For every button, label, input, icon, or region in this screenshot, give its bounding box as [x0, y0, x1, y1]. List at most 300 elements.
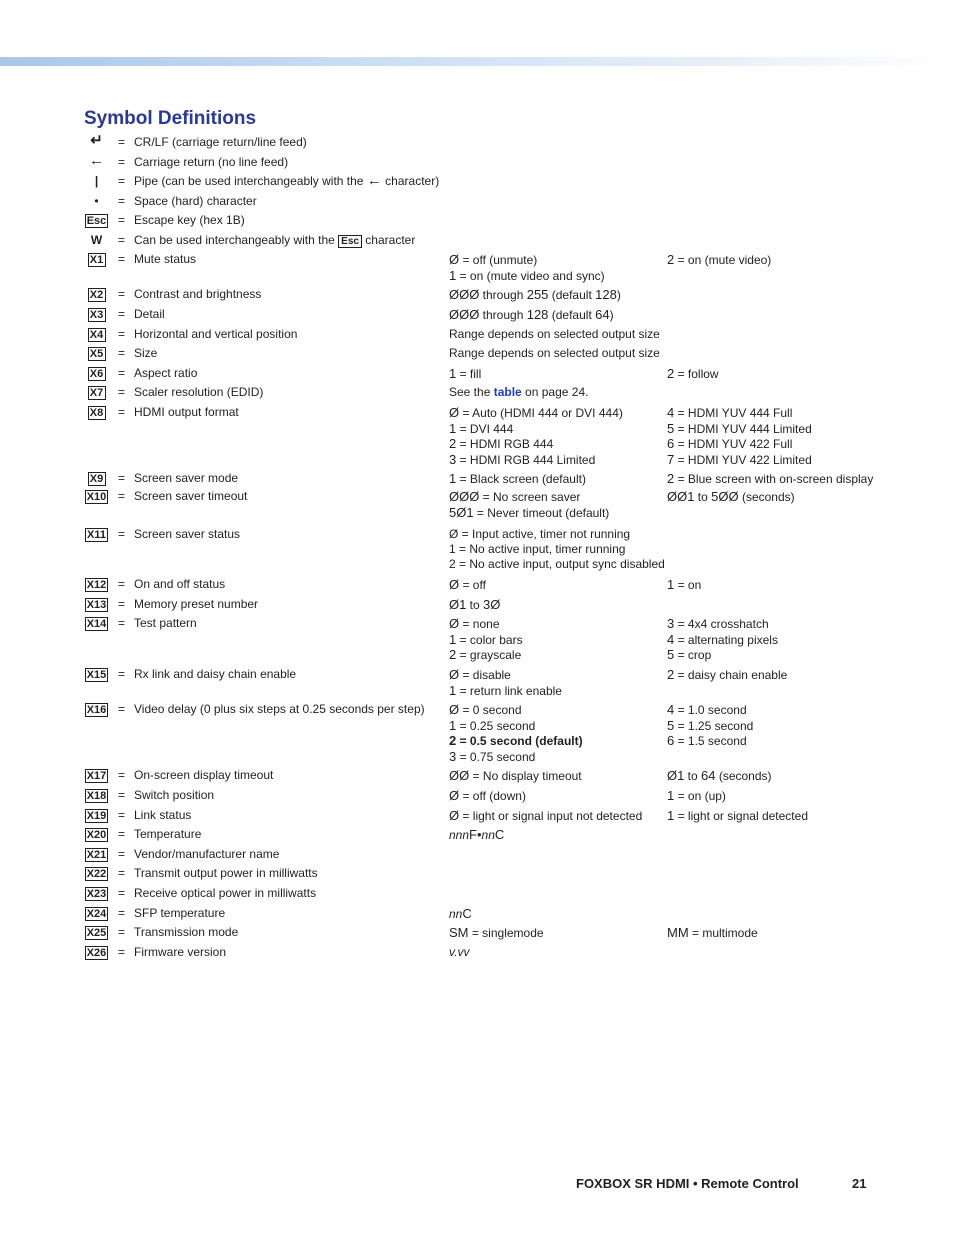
variable-description: Transmit output power in milliwatts	[134, 866, 318, 880]
text-fragment: = disable	[459, 668, 511, 682]
values-col-2	[667, 667, 787, 682]
text-fragment: = on (mute video)	[674, 253, 772, 267]
left-arrow-icon: ←	[89, 152, 104, 169]
values-col-1	[449, 702, 583, 765]
variable-description: Memory preset number	[134, 597, 259, 611]
variable-label: X24	[86, 908, 107, 920]
variable-description: Rx link and daisy chain enable	[134, 667, 297, 681]
value-code: 5	[667, 420, 675, 436]
variable-description: HDMI output format	[134, 405, 239, 419]
symbol-description: Escape key (hex 1B)	[134, 213, 245, 227]
value-code: Ø	[449, 667, 460, 682]
value-code: ØØØ	[449, 287, 480, 302]
symbol-cell	[84, 597, 109, 612]
value-code: Ø	[449, 405, 460, 420]
value-line	[449, 733, 583, 749]
text-fragment: = off	[459, 578, 486, 592]
variable-label: X19	[86, 810, 107, 822]
values-col-1	[449, 906, 472, 921]
variable-label: X7	[88, 386, 106, 400]
value-code: 2	[667, 667, 675, 682]
text-fragment: = 0.5 second (default)	[456, 734, 583, 749]
text-fragment: = HDMI YUV 444 Limited	[674, 421, 812, 436]
variable-description: Contrast and brightness	[134, 287, 262, 301]
text-fragment: = fill	[456, 367, 482, 381]
text-fragment: = 0.25 second	[456, 718, 536, 733]
bullet-glyph: •	[94, 194, 99, 208]
equals-sign: =	[118, 327, 126, 341]
value-code: MM	[667, 925, 689, 940]
esc-key-icon: Esc	[86, 215, 107, 227]
values-col-1: Range depends on selected output size	[449, 346, 660, 360]
text-fragment: = HDMI RGB 444 Limited	[456, 453, 596, 468]
text-fragment: to	[466, 598, 484, 612]
values-col-1: v.vv	[449, 945, 470, 959]
value-line	[449, 749, 583, 765]
variable-label: X23	[86, 888, 107, 900]
values-col-1	[449, 768, 582, 783]
value-code: 1	[449, 267, 457, 283]
symbol-cell	[84, 702, 109, 717]
values-col-2	[667, 405, 812, 468]
text-fragment: = No active input, output sync disabled	[455, 557, 665, 571]
symbol-cell	[84, 405, 109, 420]
variable-label: X22	[86, 868, 107, 880]
text-fragment: = alternating pixels	[674, 632, 778, 647]
value-code: Ø1	[667, 768, 685, 783]
variable-label: X11	[87, 529, 106, 541]
value-code: ØØ1	[667, 489, 695, 504]
variable-label: X2	[88, 288, 106, 302]
values-col-1	[449, 788, 526, 803]
text-fragment: nn	[481, 828, 495, 842]
value-line	[667, 702, 753, 718]
value-code: Ø	[449, 702, 460, 717]
symbol-cell	[84, 906, 109, 921]
equals-sign: =	[118, 346, 126, 360]
variable-description: Test pattern	[134, 616, 197, 630]
text-fragment: )	[609, 308, 614, 322]
value-code: 1	[449, 471, 457, 486]
variable-label: X26	[86, 947, 107, 959]
header-gradient-bar	[0, 57, 954, 66]
symbol-description	[134, 174, 439, 188]
value-code: ØØØ	[449, 489, 480, 504]
values-col-2	[667, 577, 701, 592]
value-code: 2	[667, 252, 675, 267]
text-fragment: = 1.0 second	[674, 703, 747, 717]
text-fragment: = Never timeout (default)	[473, 505, 610, 520]
equals-sign: =	[118, 577, 126, 591]
equals-sign: =	[118, 886, 126, 900]
text-fragment: = crop	[674, 648, 712, 663]
variable-label: X20	[86, 829, 107, 841]
text-fragment: = HDMI RGB 444	[456, 437, 554, 452]
text-fragment: = on	[674, 578, 702, 592]
text-fragment: (seconds)	[738, 490, 795, 504]
text-fragment: = none	[459, 617, 500, 631]
variable-description: Screen saver mode	[134, 471, 239, 485]
text-fragment: = grayscale	[456, 648, 522, 663]
value-code: 4	[667, 405, 675, 420]
value-code: 4	[667, 702, 675, 717]
text-fragment: nn	[449, 907, 463, 921]
text-fragment: = singlemode	[468, 926, 544, 940]
equals-sign: =	[118, 174, 126, 188]
value-code: 2	[449, 436, 457, 452]
values-col-2	[667, 808, 808, 823]
value-code: 6	[667, 436, 675, 452]
variable-label: X16	[86, 704, 107, 716]
table-link[interactable]: table	[493, 385, 522, 399]
value-line	[449, 436, 623, 452]
return-arrow-icon: ↵	[90, 132, 103, 149]
text-fragment: = Input active, timer not running	[458, 527, 631, 541]
equals-sign: =	[118, 768, 126, 782]
symbol-cell	[84, 667, 109, 682]
symbol-cell	[84, 925, 109, 940]
value-code: Ø1	[449, 597, 467, 612]
values-col-1	[449, 385, 588, 399]
equals-sign: =	[118, 827, 126, 841]
value-code: 4	[667, 631, 675, 647]
esc-key-icon: Esc	[338, 235, 362, 248]
variable-description: Size	[134, 346, 158, 360]
value-line	[449, 557, 665, 572]
text-fragment: = color bars	[456, 632, 523, 647]
symbol-description	[134, 233, 415, 248]
values-col-1	[449, 252, 605, 283]
value-code: 128	[526, 307, 549, 322]
value-line	[667, 733, 753, 749]
value-code: 1	[449, 717, 457, 733]
symbol-cell	[84, 213, 109, 228]
value-line	[667, 632, 778, 648]
symbol-cell	[84, 886, 109, 901]
equals-sign: =	[118, 616, 126, 630]
symbol-cell	[84, 527, 109, 542]
value-code: 64	[595, 307, 610, 322]
symbol-cell	[84, 577, 109, 592]
text-fragment: = on (up)	[674, 789, 726, 803]
variable-label: X21	[86, 849, 107, 861]
page-number: 21	[852, 1176, 867, 1191]
text-fragment: (default	[548, 308, 596, 322]
value-line	[667, 405, 812, 421]
text-fragment: See the	[449, 385, 494, 399]
symbol-cell	[84, 768, 109, 783]
value-code: ØØØ	[449, 307, 480, 322]
values-col-1	[449, 527, 665, 572]
variable-label: X13	[86, 599, 107, 611]
equals-sign: =	[118, 135, 126, 149]
variable-description: Transmission mode	[134, 925, 239, 939]
equals-sign: =	[118, 808, 126, 822]
variable-description: Video delay (0 plus six steps at 0.25 seconds per step)	[134, 702, 425, 716]
variable-label: X3	[88, 308, 106, 322]
variable-description: On-screen display timeout	[134, 768, 274, 782]
symbol-cell	[84, 385, 109, 400]
text-fragment: 1	[449, 542, 456, 556]
equals-sign: =	[118, 155, 126, 169]
variable-label: X15	[86, 669, 107, 681]
value-line	[449, 405, 623, 421]
values-col-2	[667, 471, 873, 486]
equals-sign: =	[118, 489, 126, 503]
value-code: 3	[449, 749, 457, 765]
value-line	[449, 489, 609, 505]
equals-sign: =	[118, 307, 126, 321]
text-fragment: = 0 second	[459, 703, 522, 717]
value-code: 1	[449, 420, 457, 436]
value-code: Ø	[449, 788, 460, 803]
text-fragment: = Auto (HDMI 444 or DVI 444)	[459, 406, 623, 420]
value-code: 2	[449, 647, 457, 663]
value-code: 5ØØ	[711, 489, 739, 504]
equals-sign: =	[118, 702, 126, 716]
symbol-cell	[84, 471, 109, 486]
values-col-2	[667, 489, 795, 504]
variable-description: Switch position	[134, 788, 215, 802]
text-fragment: Can be used interchangeably with the	[134, 233, 335, 247]
text-fragment: = on (mute video and sync)	[456, 268, 605, 283]
variable-description: Screen saver timeout	[134, 489, 248, 503]
values-col-2	[667, 768, 772, 783]
variable-description: Mute status	[134, 252, 197, 266]
text-fragment: = multimode	[688, 926, 758, 940]
value-code: C	[494, 827, 505, 842]
equals-sign: =	[118, 233, 126, 247]
equals-sign: =	[118, 366, 126, 380]
value-code: 1	[449, 682, 457, 698]
symbol-cell	[84, 827, 109, 842]
values-col-2	[667, 925, 758, 940]
variable-description: Aspect ratio	[134, 366, 198, 380]
values-col-1	[449, 287, 621, 302]
values-col-1	[449, 597, 500, 612]
equals-sign: =	[118, 667, 126, 681]
variable-label: X1	[88, 253, 106, 267]
value-line	[667, 452, 812, 468]
value-line	[449, 702, 583, 718]
symbol-cell	[84, 346, 109, 361]
values-col-1	[449, 471, 586, 486]
value-code: 2	[667, 366, 675, 381]
variable-description: Detail	[134, 307, 165, 321]
text-fragment: = 0.75 second	[456, 750, 536, 765]
values-col-1	[449, 925, 544, 940]
symbol-cell	[84, 287, 109, 302]
text-fragment: = daisy chain enable	[674, 668, 788, 682]
symbol-description: CR/LF (carriage return/line feed)	[134, 135, 307, 149]
text-fragment: on page 24.	[521, 385, 589, 399]
text-fragment: character)	[385, 174, 440, 188]
variable-description: Scaler resolution (EDID)	[134, 385, 264, 399]
left-arrow-icon: ←	[366, 172, 382, 189]
variable-label: X4	[88, 328, 106, 342]
variable-description: Vendor/manufacturer name	[134, 847, 280, 861]
values-col-1	[449, 577, 486, 592]
text-fragment: = DVI 444	[456, 421, 514, 436]
symbol-cell	[84, 866, 109, 881]
text-fragment: = 4x4 crosshatch	[674, 617, 769, 631]
value-code: 1	[449, 366, 457, 381]
equals-sign: =	[118, 906, 126, 920]
value-line	[667, 616, 778, 632]
symbol-cell	[84, 366, 109, 381]
text-fragment: = 1.5 second	[674, 734, 747, 749]
variable-label: X12	[86, 579, 107, 591]
variable-label: X17	[86, 770, 107, 782]
value-code: SM	[449, 925, 469, 940]
text-fragment: Pipe (can be used interchangeably with the	[134, 174, 364, 188]
symbol-cell	[84, 489, 109, 504]
value-line	[449, 527, 665, 542]
value-code: 2	[449, 733, 457, 749]
value-code: 1	[667, 808, 675, 823]
value-line	[449, 268, 605, 284]
value-code: 1	[667, 577, 675, 592]
text-fragment: = follow	[674, 367, 719, 381]
value-line	[449, 647, 523, 663]
text-fragment: = 1.25 second	[674, 718, 754, 733]
text-fragment: (default	[548, 288, 596, 302]
text-fragment: = HDMI YUV 422 Limited	[674, 453, 812, 468]
value-line	[667, 252, 771, 268]
symbol-cell	[84, 327, 109, 342]
values-col-1	[449, 667, 562, 698]
text-fragment: to	[684, 769, 702, 783]
values-col-2	[667, 788, 726, 803]
values-col-1	[449, 405, 623, 468]
equals-sign: =	[118, 945, 126, 959]
text-fragment: = No display timeout	[469, 769, 582, 783]
variable-description: SFP temperature	[134, 906, 226, 920]
value-line	[667, 647, 778, 663]
value-line	[449, 452, 623, 468]
variable-description: Screen saver status	[134, 527, 241, 541]
equals-sign: =	[118, 287, 126, 301]
variable-label: X25	[86, 927, 107, 939]
values-col-1: Range depends on selected output size	[449, 327, 660, 341]
equals-sign: =	[118, 405, 126, 419]
values-col-2	[667, 366, 719, 381]
symbol-cell	[84, 616, 109, 631]
symbol-cell	[84, 945, 109, 960]
text-fragment: nnn	[449, 828, 470, 842]
variable-label: X10	[86, 491, 107, 503]
value-line	[449, 421, 623, 437]
value-code: 1	[449, 631, 457, 647]
value-line	[449, 683, 562, 699]
value-code: ØØ	[449, 768, 470, 783]
text-fragment: 2	[449, 557, 456, 571]
text-fragment: = Blue screen with on-screen display	[674, 472, 874, 486]
value-code: F•	[469, 827, 482, 842]
symbol-cell	[84, 252, 109, 267]
equals-sign: =	[118, 385, 126, 399]
variable-label: X5	[88, 347, 106, 361]
pipe-glyph: |	[94, 174, 99, 188]
values-col-1	[449, 808, 642, 823]
equals-sign: =	[118, 527, 126, 541]
value-code: 3Ø	[483, 597, 501, 612]
text-fragment: through	[479, 308, 527, 322]
symbol-cell	[84, 307, 109, 322]
value-line	[449, 542, 665, 557]
text-fragment: = No screen saver	[479, 490, 581, 504]
variable-label: X18	[86, 790, 107, 802]
value-code: 5Ø1	[449, 504, 474, 520]
value-code: C	[462, 906, 472, 921]
value-code: 7	[667, 452, 675, 468]
variable-label: X9	[88, 472, 106, 486]
variable-description: Link status	[134, 808, 192, 822]
values-col-1	[449, 489, 609, 520]
equals-sign: =	[118, 788, 126, 802]
value-line	[449, 505, 609, 521]
value-code: 255	[526, 287, 549, 302]
symbol-description: Space (hard) character	[134, 194, 257, 208]
value-code: Ø	[449, 252, 460, 267]
equals-sign: =	[118, 194, 126, 208]
text-fragment: = off (unmute)	[459, 253, 538, 267]
text-fragment: to	[694, 490, 712, 504]
variable-description: Firmware version	[134, 945, 227, 959]
equals-sign: =	[118, 471, 126, 485]
symbol-description: Carriage return (no line feed)	[134, 155, 289, 169]
values-col-2	[667, 616, 778, 663]
variable-description: On and off status	[134, 577, 226, 591]
text-fragment: character	[365, 233, 416, 247]
value-code: 5	[667, 717, 675, 733]
value-code: 2	[667, 471, 675, 486]
value-code: Ø	[449, 808, 460, 823]
section-title: Symbol Definitions	[84, 108, 257, 129]
values-col-2	[667, 702, 753, 749]
value-line	[667, 436, 812, 452]
value-line	[667, 718, 753, 734]
variable-label: X14	[86, 618, 107, 630]
text-fragment: (seconds)	[715, 769, 772, 783]
equals-sign: =	[118, 925, 126, 939]
value-code: 3	[667, 616, 675, 631]
equals-sign: =	[118, 866, 126, 880]
text-fragment: Ø	[449, 527, 459, 541]
text-fragment: = light or signal detected	[674, 809, 808, 823]
text-fragment: = off (down)	[459, 789, 526, 803]
value-line	[449, 616, 523, 632]
values-col-1	[449, 616, 523, 663]
value-line	[449, 667, 562, 683]
equals-sign: =	[118, 597, 126, 611]
value-line	[449, 718, 583, 734]
text-fragment: = No active input, timer running	[455, 542, 626, 556]
value-code: 128	[595, 287, 617, 302]
text-fragment: = return link enable	[456, 683, 562, 698]
value-code: 5	[667, 647, 675, 663]
value-line	[449, 632, 523, 648]
symbol-cell	[84, 808, 109, 823]
text-fragment: = light or signal input not detected	[459, 809, 643, 823]
value-code: 64	[701, 768, 716, 783]
values-col-2	[667, 252, 771, 268]
text-fragment: = HDMI YUV 444 Full	[674, 406, 793, 420]
symbol-cell	[84, 788, 109, 803]
footer-title: FOXBOX SR HDMI • Remote Control	[576, 1176, 799, 1191]
equals-sign: =	[118, 213, 126, 227]
variable-label: X8	[88, 406, 106, 420]
